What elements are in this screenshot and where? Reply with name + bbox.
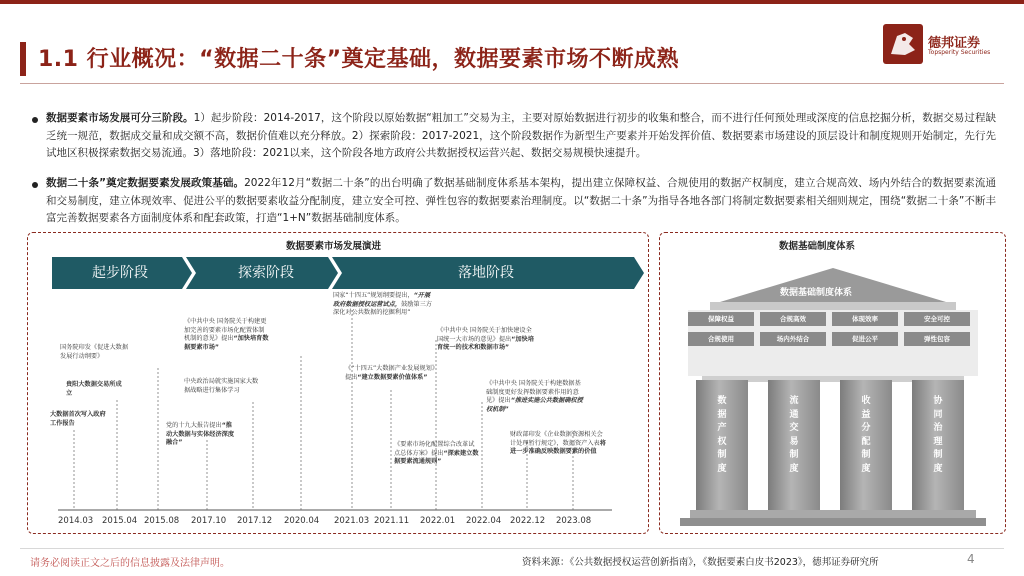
tick-label: 2023.08 [556,516,592,526]
principle-cell: 保障权益 [688,312,754,326]
timeline-panel-title: 数据要素市场发展演进 [286,241,382,252]
event-2022-12: 《中共中央 国务院关于构建数据基础制度更好发挥数据要素作用的意见》提出“推进实施公共数据确权授权机制” [486,380,583,413]
event-2023-08: 财政部印发《企业数据资源相关会计处理暂行规定》，数据资产入表将进一步准确反映数据要素的价值 [510,431,606,456]
tick-label: 2021.03 [334,516,370,526]
tick-label: 2014.03 [58,516,94,526]
pillar-label: 收益分配制度 [861,396,871,474]
pillar-label: 流通交易制度 [789,396,799,474]
event-2021-03: 国家“十四五”规划纲要提出，“开展政府数据授权运营试点，鼓励第三方深化对公共数据的挖掘利用” [333,292,432,317]
event-2020-04: 《中共中央 国务院关于构建更加完善的要素市场化配置体制机制的意见》提出“加快培育数据要素市场” [184,318,269,351]
logo-name-cn: 德邦证券 [928,36,981,51]
footer-disclaimer: 请务必阅读正文之后的信息披露及法律声明。 [30,558,230,569]
footer-divider [20,548,1004,549]
title-divider [20,83,1004,84]
bullet-text: 2022年12月“数据二十条”的出台明确了数据基础制度体系基本架构，提出建立保障权益、合规使用的数据产权制度，建立合规高效、场内外结合的数据要素流通和交易制度，建立体现效率、促进公平的数据要素收益分配制度，建立安全可控、弹性包容的数据要素治理制度。以“数据二十条”为指导各地各部门将制定数据要素相关细则规定，围绕“数据二十条”不断丰富完善数据要素各方面制度体系和配套政策，打造“1+N”数据基础制度体系。 [46,177,996,224]
principle-cell: 安全可控 [904,312,970,326]
bullet-lead: 数据二十条”奠定数据要素发展政策基础。 [46,177,245,189]
tick-label: 2022.12 [510,516,546,526]
tick-label: 2017.12 [237,516,273,526]
event-2022-04a: 《中共中央 国务院关于加快建设全国统一大市场的意见》提出“加快培育统一的技术和数据市场” [437,327,534,352]
event-2017-12: 中央政治局就实施国家大数据战略进行集体学习 [184,378,259,394]
bullet-icon [32,117,38,123]
top-bar [0,0,1024,4]
stage-label-landing: 落地阶段 [458,265,514,281]
event-2017-10: 党的十九大报告提出“推动大数据与实体经济深度融合” [166,422,235,447]
bullet-text: 1）起步阶段：2014-2017，这个阶段以原始数据“粗加工”交易为主，主要对原始数据进行初步的收集和整合，而不进行任何预处理或深度的信息挖掘分析，数据交易过程缺乏统一规范，数据成交量和成交额不高，数据价值难以充分释放。2）探索阶段：2017-2021，这个阶段数据作为新型生产要素并开始发挥价值、数据要素市场建设的顶层设计和制度规则开始制定，先行先试地区积极探索数据交易流通。3）落地阶段：2021以来，这个阶段各地方政府公共数据授权运营兴起、数据交易规模快速提升。 [46,112,996,159]
event-2015-04: 贵阳大数据交易所成立 [66,381,122,397]
principle-cell: 体现效率 [832,312,898,326]
stage-label-start: 起步阶段 [92,265,148,281]
tick-label: 2015.08 [144,516,180,526]
company-logo-icon [883,24,923,64]
tick-label: 2015.04 [102,516,138,526]
bullet-paragraph-1 [46,110,996,163]
principle-cell: 合规使用 [688,332,754,346]
tick-label: 2020.04 [284,516,320,526]
bullet-paragraph-2 [46,175,996,228]
system-panel-title: 数据基础制度体系 [779,241,856,252]
tick-label: 2021.11 [374,516,410,526]
pillar-label: 协同治理制度 [933,396,943,474]
event-2014-03: 大数据首次写入政府工作报告 [50,411,106,427]
bullet-lead: 数据要素市场发展可分三阶段。 [46,112,194,124]
event-2021-11: 《“十四五”大数据产业发展规划》提出“建立数据要素价值体系” [345,365,439,381]
principle-cell: 促进公平 [832,332,898,346]
tick-label: 2022.04 [466,516,502,526]
page-title: 1.1 行业概况：“数据二十条”奠定基础，数据要素市场不断成熟 [38,47,680,72]
stage-label-explore: 探索阶段 [238,265,294,281]
page-number: 4 [967,552,975,566]
event-2015-08: 国务院印发《促进大数据发展行动纲要》 [60,344,129,360]
principle-cell: 场内外结合 [760,332,826,346]
title-accent [20,42,26,76]
principle-cell: 弹性包容 [904,332,970,346]
pillar-label: 数据产权制度 [717,396,727,474]
event-2022-01: 《要素市场化配置综合改革试点总体方案》提出“探索建立数据要素流通规则” [394,441,479,466]
principle-cell: 合规高效 [760,312,826,326]
tick-label: 2017.10 [191,516,227,526]
logo-name-en: Topsperity Securities [928,49,991,56]
tick-label: 2022.01 [420,516,456,526]
temple-roof-label: 数据基础制度体系 [780,288,853,298]
footer-source: 资料来源：《公共数据授权运营创新指南》，《数据要素白皮书2023》，德邦证券研究所 [522,557,879,568]
bullet-icon [32,182,38,188]
